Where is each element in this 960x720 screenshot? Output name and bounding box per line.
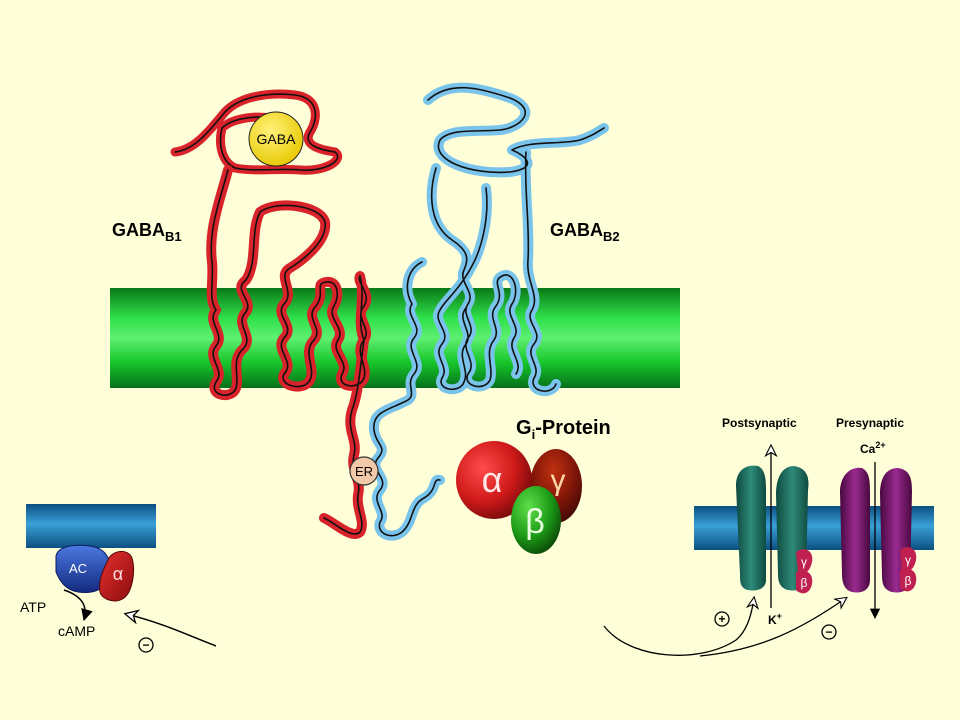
ca-ion-label: $Ca^{2+}$ xyxy=(860,440,886,456)
gi-protein-label: $G_i$-Protein xyxy=(516,417,611,442)
cell-membrane xyxy=(110,288,680,388)
presynaptic-label: Presynaptic xyxy=(836,416,905,430)
svg-text:+: + xyxy=(718,612,726,626)
svg-text:AC: AC xyxy=(68,561,88,576)
activation-arrow xyxy=(604,598,754,655)
svg-text:−: − xyxy=(142,638,150,652)
k-beta-gamma xyxy=(796,549,812,593)
er-retention-signal xyxy=(350,457,378,485)
svg-text:α: α xyxy=(112,564,124,584)
svg-text:β: β xyxy=(800,576,808,590)
svg-text:β: β xyxy=(904,574,912,588)
gaba-b1-label: $GABA_{B1}$ xyxy=(112,220,182,244)
svg-text:γ: γ xyxy=(905,553,911,567)
svg-text:ER: ER xyxy=(354,464,374,479)
ca-beta-gamma xyxy=(900,547,916,591)
svg-text:−: − xyxy=(825,625,833,639)
camp-label: cAMP xyxy=(58,623,96,639)
svg-text:γ: γ xyxy=(550,464,566,497)
ion-channels-panel xyxy=(604,416,934,656)
postsynaptic-label: Postsynaptic xyxy=(722,416,797,430)
svg-text:β: β xyxy=(525,503,545,541)
gaba-ligand-label: GABA xyxy=(256,131,296,147)
k-ion-label: K+ xyxy=(768,611,782,627)
gi-protein xyxy=(456,441,582,554)
svg-text:α: α xyxy=(481,459,503,500)
atp-to-camp-arrow xyxy=(64,590,85,620)
small-membrane-left xyxy=(26,504,156,548)
atp-label: ATP xyxy=(20,599,47,615)
adenylyl-cyclase-panel xyxy=(20,504,216,652)
svg-text:γ: γ xyxy=(801,555,807,569)
gaba-b2-label: $GABA_{B2}$ xyxy=(550,220,620,244)
